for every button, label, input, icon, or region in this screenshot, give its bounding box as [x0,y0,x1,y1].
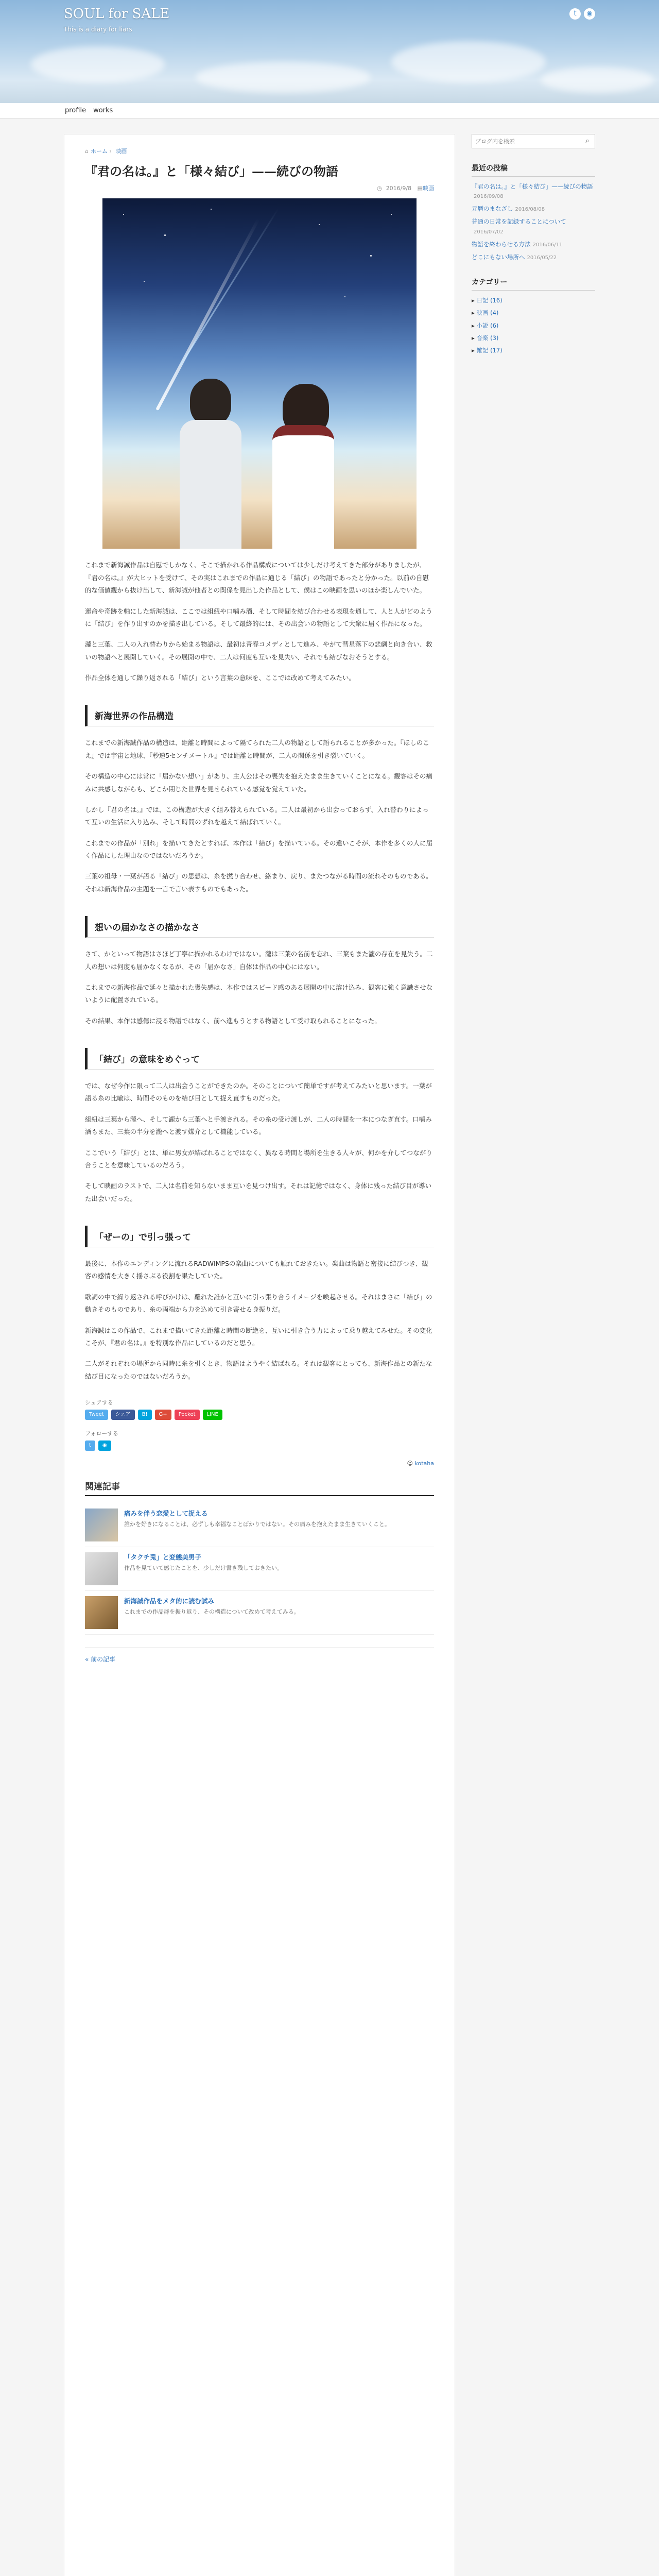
related-title[interactable]: 新海誠作品をメタ的に読む試み [124,1597,215,1605]
section-paragraph: 歌詞の中で繰り返される呼びかけは、離れた誰かと互いに引っ張り合うイメージを喚起させる。それはまさに「結び」の動きそのものであり、糸の両端から力を込めて引き寄せる身振りだ。 [85,1293,432,1314]
share-label: シェアする [85,1399,113,1406]
related-thumbnail[interactable] [85,1552,118,1585]
main-content [64,134,455,2576]
pocket-button[interactable]: Pocket [175,1410,200,1420]
section-paragraph: これまでの新海誠作品の構造は、距離と時間によって隔てられた二人の物語として語られることが多かった。『ほしのこえ』では宇宙と地球、『秒速5センチメートル』では距離と時間が、二人の関係を引き裂いていく。 [85,739,429,759]
recent-post-date: 2016/07/02 [474,229,504,235]
recent-posts-widget [472,163,595,262]
section-paragraph: では、なぜ今作に限って二人は出会うことができたのか。そのことについて簡単ですが考えてみたいと思います。一葉が語る糸の比喩は、時間そのものを結び目として捉え直すものだった。 [85,1082,432,1103]
folder-icon: ▸ [472,334,477,342]
sidebar [472,134,595,370]
section-heading: 想いの届かなさの描かなさ [85,916,434,938]
tweet-button[interactable]: Tweet [85,1410,108,1420]
recent-post-link[interactable]: 普通の日常を記録することについて [472,218,566,226]
section-paragraph: 三葉の祖母・一葉が語る「結び」の思想は、糸を撚り合わせ、絡まり、戻り、またつながる時間の流れそのものである。それは新海作品の主題を一言で言い表すものでもあった。 [85,872,432,893]
related-thumbnail[interactable] [85,1509,118,1541]
follow-rss-icon[interactable]: ◉ [98,1440,111,1451]
section-paragraph: その構造の中心には常に「届かない想い」があり、主人公はその喪失を抱えたまま生きていくことになる。観客はその痛みに共感しながらも、どこか閉じた世界を見せられている感覚を覚えていた。 [85,772,433,793]
social-links [569,8,595,20]
category-link[interactable]: 音楽 (3) [476,334,499,342]
rss-icon[interactable]: ◉ [584,8,595,20]
recent-post-link[interactable]: どこにもない場所へ [472,253,525,261]
related-excerpt: これまでの作品群を振り返り、その構造について改めて考えてみる。 [124,1608,300,1616]
section-heading: 「ぜーの」で引っ張って [85,1226,434,1247]
google-plus-button[interactable]: G+ [155,1410,171,1420]
search-box [472,134,595,148]
share-section [85,1398,434,1451]
breadcrumb-separator: › [109,148,112,155]
section-paragraph: 二人がそれぞれの場所から同時に糸を引くとき、物語はようやく結ばれる。それは観客にとっても、新海作品との新たな結び目になったのではないだろうか。 [85,1360,432,1380]
clock-icon: ◷ [377,185,382,192]
search-icon[interactable]: ⌕ [585,137,589,145]
category-link[interactable]: 小説 (6) [476,321,499,329]
follow-label: フォローする [85,1430,118,1437]
recent-post-link[interactable]: 物語を終わらせる方法 [472,240,531,248]
facebook-share-button[interactable]: シェア [111,1410,135,1420]
line-button[interactable]: LINE [203,1410,222,1420]
recent-post-date: 2016/05/22 [527,255,557,261]
section-paragraph: さて、かといって物語はさほど丁寧に描かれるわけではない。瀧は三葉の名前を忘れ、三葉もまた瀧の存在を見失う。二人の想いは何度も届かなくなるが、その「届かなさ」自体は作品の中心にはない。 [85,950,433,971]
folder-icon: ▸ [472,321,477,329]
recent-post-date: 2016/08/08 [515,207,545,213]
hatena-bookmark-button[interactable]: B! [138,1410,152,1420]
section-paragraph: しかし『君の名は。』では、この構造が大きく組み替えられている。二人は最初から出会っておらず、入れ替わりによって互いの生活に入り込み、そして時間のずれを越えて結ばれていく。 [85,805,429,826]
section-paragraph: その結果、本作は感傷に浸る物語ではなく、前へ進もうとする物語として受け取られることになった。 [85,1016,381,1025]
author-link[interactable]: kotaha [414,1460,434,1467]
prev-post-link[interactable]: « 前の記事 [85,1656,116,1664]
intro-paragraph: 運命や奇跡を軸にした新海誠は、ここでは組紐や口噛み酒、そして時間を結び合わせる表現を通して、人と人がどのように「結び」を作り出すのかを描き出している。そして最終的には、その出会いの物語として大衆に届く作品になった。 [85,607,432,628]
intro-paragraph: 作品全体を通して繰り返される「結び」という言葉の意味を、ここでは改めて考えてみたい。 [85,674,356,682]
search-input[interactable] [472,134,580,148]
section-paragraph: これまでの新海作品で延々と描かれた喪失感は、本作ではスピード感のある展開の中に溶け込み、観客に強く意識させないように配置されている。 [85,983,433,1004]
post-meta [85,184,434,192]
hero-image [102,198,417,549]
post-category-link[interactable]: 映画 [423,185,434,192]
categories-widget [472,277,595,355]
twitter-icon[interactable]: t [569,8,581,20]
category-link[interactable]: 映画 (4) [476,309,499,317]
related-heading: 関連記事 [85,1479,434,1496]
section-heading: 新海世界の作品構造 [85,705,434,726]
intro-paragraph: これまで新海誠作品は自慰でしかなく、そこで描かれる作品構成については少しだけ考えてきた部分がありましたが、『君の名は。』が大ヒットを受けて、その実はこれまでの作品に通じる「結び」の物語であったと分かった。以前の自慰的な価値観から抜け出して、新海誠が他者との関係を見出した作品として、僕はこの映画を思いのほか楽しんでいた。 [85,561,429,595]
section-paragraph: 組紐は三葉から瀧へ、そして瀧から三葉へと手渡される。その糸の受け渡しが、二人の時間を一本につなぎ直す。口噛み酒もまた、三葉の半分を瀧へと渡す媒介として機能している。 [85,1115,432,1136]
post-title: 『君の名は。』と「様々結び」——続びの物語 [85,164,338,179]
intro-paragraph: 瀧と三葉、二人の入れ替わりから始まる物語は、最初は青春コメディとして進み、やがて彗星落下の悲劇と向き合い、救いの物語へと展開していく。その展開の中で、二人は何度も互いを見失い、それでも結びなおそうとする。 [85,640,432,661]
related-posts [85,1479,434,1635]
breadcrumb-category[interactable]: 映画 [115,148,127,155]
user-icon: ☺ [407,1460,413,1467]
recent-post-link[interactable]: 元暦のまなざし [472,205,513,213]
follow-twitter-icon[interactable]: t [85,1440,95,1451]
folder-icon: ▤ [417,185,423,192]
folder-icon: ▸ [472,309,477,317]
recent-post-date: 2016/09/08 [474,194,504,200]
home-icon: ⌂ [85,148,89,155]
section-paragraph: そして映画のラストで、二人は名前を知らないまま互いを見つけ出す。それは記憶ではなく、身体に残った結び目が導いた出会いだった。 [85,1182,432,1202]
breadcrumb [85,147,434,155]
related-excerpt: 誰かを好きになることは、必ずしも幸福なことばかりではない。その痛みを抱えたまま生きていくこと。 [124,1521,390,1528]
breadcrumb-home[interactable]: ホーム [90,148,108,155]
section-paragraph: 最後に、本作のエンディングに流れるRADWIMPSの楽曲についても触れておきたい。楽曲は物語と密接に結びつき、観客の感情を大きく揺さぶる役割を果たしていた。 [85,1260,428,1280]
folder-icon: ▸ [472,296,477,304]
section-paragraph: 新海誠はこの作品で、これまで描いてきた距離と時間の断絶を、互いに引き合う力によって乗り越えてみせた。その変化こそが、『君の名は。』を特別な作品にしているのだと思う。 [85,1326,432,1347]
related-item[interactable] [85,1547,434,1591]
folder-icon: ▸ [472,347,477,354]
post-date: 2016/9/8 [386,185,412,192]
global-nav [0,103,659,118]
category-link[interactable]: 雑記 (17) [476,347,502,354]
related-excerpt: 作品を見ていて感じたことを、少しだけ書き残しておきたい。 [124,1565,283,1572]
nav-item-profile[interactable]: profile [65,107,86,114]
section-paragraph: ここでいう「結び」とは、単に男女が結ばれることではなく、異なる時間と場所を生きる人々が、何かを介してつながり合うことを意味しているのだろう。 [85,1148,432,1169]
author-line [85,1460,434,1467]
related-title[interactable]: 「タクチ兎」と変態美男子 [124,1553,202,1562]
section-heading: 「結び」の意味をめぐって [85,1048,434,1070]
site-title[interactable]: SOUL for SALE [64,6,170,22]
recent-post-date: 2016/06/11 [532,242,563,248]
post-pager [85,1647,434,1664]
categories-heading: カテゴリー [472,277,595,291]
nav-item-works[interactable]: works [93,107,113,114]
related-item[interactable] [85,1591,434,1635]
related-item[interactable] [85,1503,434,1547]
related-thumbnail[interactable] [85,1596,118,1629]
section-paragraph: これまでの作品が「別れ」を描いてきたとすれば、本作は「結び」を描いている。その違いこそが、本作を多くの人に届く作品にした理由なのではないだろうか。 [85,839,433,860]
recent-heading: 最近の投稿 [472,163,595,177]
site-header [0,0,659,103]
recent-post-link[interactable]: 『君の名は。』と「様々結び」——続びの物語 [472,183,593,190]
related-title[interactable]: 痛みを伴う恋愛として捉える [124,1510,208,1518]
category-link[interactable]: 日記 (16) [476,296,502,304]
site-tagline: This is a diary for liars [64,26,132,33]
